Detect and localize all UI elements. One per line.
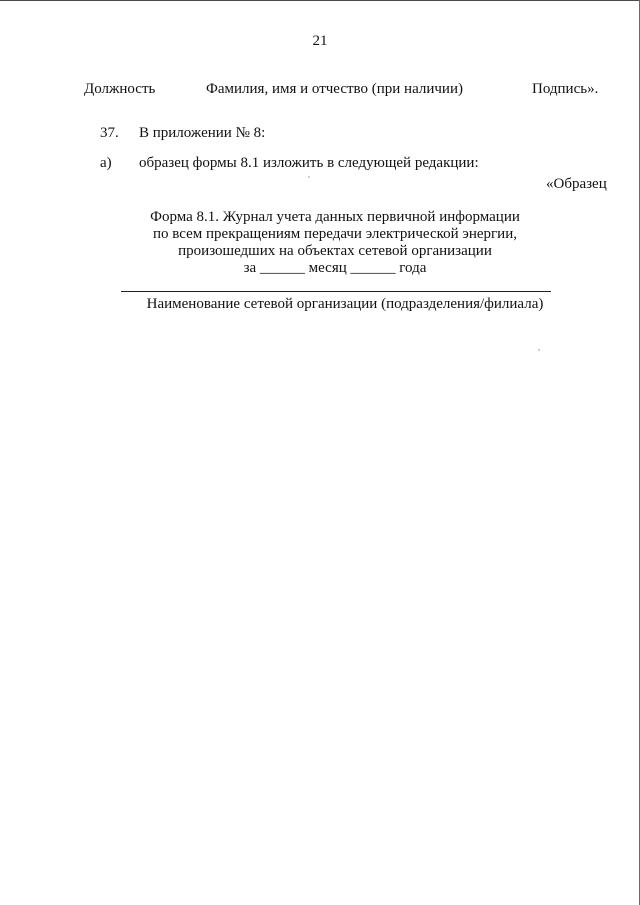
sample-mark: «Образец (546, 176, 607, 192)
scan-speck (538, 349, 540, 351)
signature-row-full-name: Фамилия, имя и отчество (при наличии) (206, 81, 463, 97)
scan-speck (308, 176, 310, 178)
item-number: 37. (100, 125, 119, 141)
page-number: 21 (312, 33, 328, 49)
page-top-border (0, 0, 640, 1)
signature-row-signature: Подпись». (532, 81, 599, 97)
signature-row-position: Должность (84, 81, 156, 97)
item-text: В приложении № 8: (139, 125, 266, 141)
form-title-line-2: по всем прекращениям передачи электрической энергии, (153, 226, 517, 242)
subitem-text: образец формы 8.1 изложить в следующей редакции: (139, 155, 479, 171)
organization-name-caption: Наименование сетевой организации (подразделения/филиала) (146, 296, 544, 312)
form-period-line: за ______ месяц ______ года (243, 260, 427, 276)
form-title-line-3: произошедших на объектах сетевой организации (178, 243, 492, 259)
subitem-letter: а) (100, 155, 112, 171)
form-title-line-1: Форма 8.1. Журнал учета данных первичной информации (150, 209, 520, 225)
organization-name-line (121, 291, 551, 292)
form-title-block (100, 209, 570, 277)
